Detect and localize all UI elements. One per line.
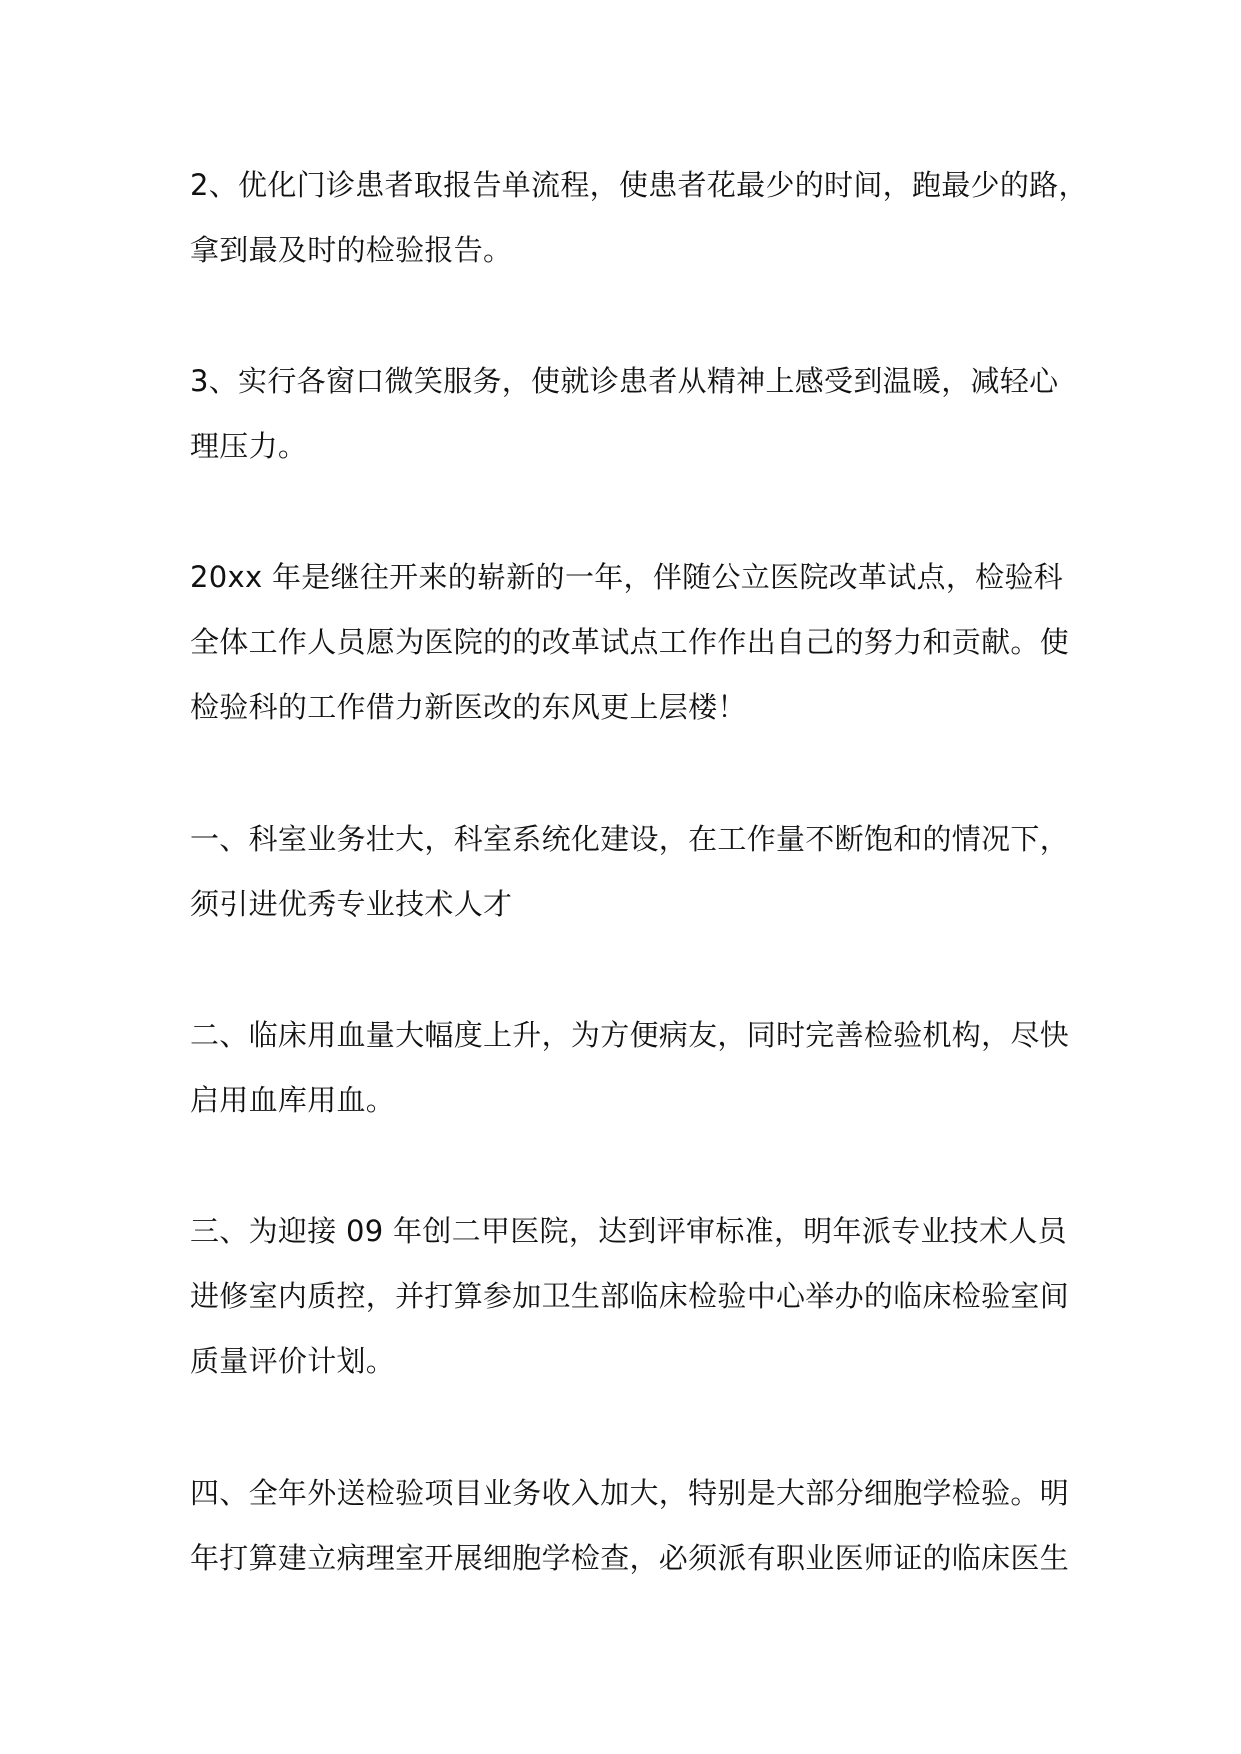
paragraph-line: 启用血库用血。 [190, 1083, 396, 1117]
paragraph-line: 一、科室业务壮大，科室系统化建设，在工作量不断饱和的情况下， [190, 822, 1070, 856]
paragraph-line: 20xx 年是继往开来的崭新的一年，伴随公立医院改革试点，检验科 [190, 560, 1064, 594]
paragraph-line: 3、实行各窗口微笑服务，使就诊患者从精神上感受到温暖，减轻心 [190, 364, 1059, 398]
paragraph-line: 三、为迎接 09 年创二甲医院，达到评审标准，明年派专业技术人员 [190, 1214, 1067, 1248]
paragraph-line: 理压力。 [190, 429, 308, 463]
paragraph-line: 全体工作人员愿为医院的的改革试点工作作出自己的努力和贡献。使 [190, 625, 1070, 659]
paragraph-line: 四、全年外送检验项目业务收入加大，特别是大部分细胞学检验。明 [190, 1476, 1070, 1510]
paragraph-item-four [190, 1461, 1090, 1591]
paragraph-report-process [190, 153, 1090, 283]
paragraph-line: 2、优化门诊患者取报告单流程，使患者花最少的时间，跑最少的路， [190, 168, 1088, 202]
paragraph-line: 检验科的工作借力新医改的东风更上层楼！ [190, 690, 747, 724]
paragraph-line: 质量评价计划。 [190, 1344, 396, 1378]
paragraph-line: 二、临床用血量大幅度上升，为方便病友，同时完善检验机构，尽快 [190, 1018, 1070, 1052]
paragraph-item-three [190, 1199, 1090, 1394]
paragraph-new-year [190, 545, 1090, 740]
paragraph-line: 年打算建立病理室开展细胞学检查，必须派有职业医师证的临床医生 [190, 1541, 1070, 1575]
paragraph-item-two [190, 1003, 1090, 1133]
paragraph-line: 须引进优秀专业技术人才 [190, 887, 513, 921]
paragraph-line: 进修室内质控，并打算参加卫生部临床检验中心举办的临床检验室间 [190, 1279, 1070, 1313]
paragraph-line: 拿到最及时的检验报告。 [190, 233, 513, 267]
paragraph-item-one [190, 807, 1090, 937]
paragraph-smile-service [190, 349, 1090, 479]
